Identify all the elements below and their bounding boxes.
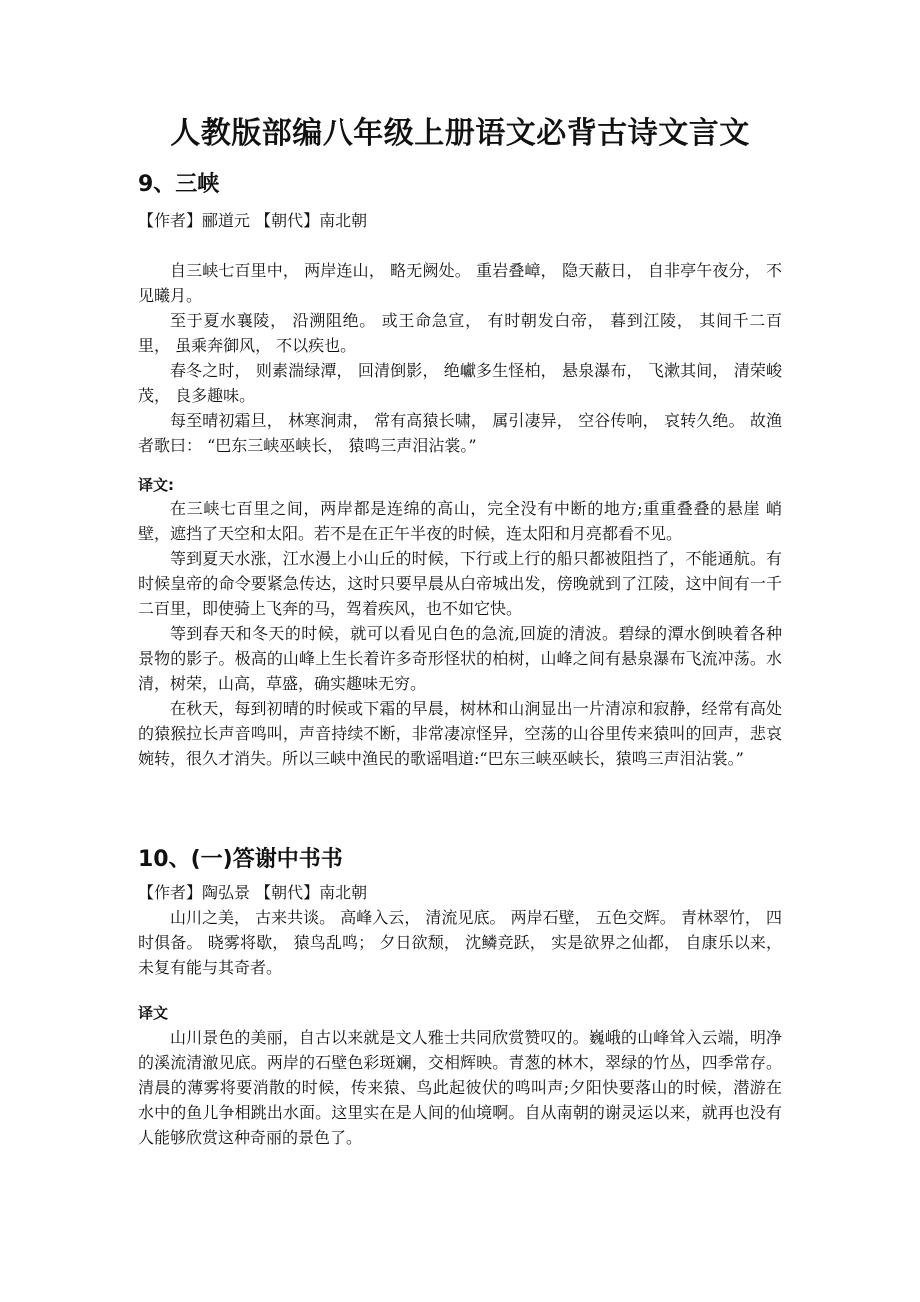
original-paragraph: 至于夏水襄陵， 沿溯阻绝。 或王命急宣， 有时朝发白帝， 暮到江陵， 其间千二百里， 虽乘奔御风， 不以疾也。	[138, 311, 782, 355]
document-title: 人教版部编八年级上册语文必背古诗文言文	[170, 116, 750, 151]
translation-text	[138, 1025, 782, 1150]
original-text	[138, 905, 782, 980]
translation-paragraph: 等到夏天水涨，江水漫上小山丘的时候，下行或上行的船只都被阻挡了，不能通航。有时候皇帝的命令要紧急传达，这时只要早晨从白帝城出发，傍晚就到了江陵，这中间有一千二百里，即使骑上飞奔的马，驾着疾风，也不如它快。	[138, 549, 782, 618]
translation-paragraph: 等到春天和冬天的时候，就可以看见白色的急流,回旋的清波。碧绿的潭水倒映着各种景物的影子。极高的山峰上生长着许多奇形怪状的柏树，山峰之间有悬泉瀑布飞流冲荡。水清，树荣，山高，草盛，确实趣味无穷。	[138, 624, 782, 693]
original-paragraph: 山川之美， 古来共谈。 高峰入云， 清流见底。 两岸石壁， 五色交辉。 青林翠竹， 四时俱备。 晓雾将歇， 猿鸟乱鸣； 夕日欲颓， 沈鳞竞跃， 实是欲界之仙都， 自康乐以来， 未复有能与其奇者。	[138, 908, 782, 977]
original-paragraph: 春冬之时， 则素湍绿潭， 回清倒影， 绝巘多生怪柏， 悬泉瀑布， 飞漱其间， 清荣峻茂， 良多趣味。	[138, 361, 782, 405]
original-text	[138, 258, 782, 458]
translation-paragraph: 在秋天，每到初晴的时候或下霜的早晨，树林和山涧显出一片清凉和寂静，经常有高处的猿猴拉长声音鸣叫，声音持续不断，非常凄凉怪异，空荡的山谷里传来猿叫的回声，悲哀婉转，很久才消失。所以三峡中渔民的歌谣唱道:“巴东三峡巫峡长，猿鸣三声泪沾裳。”	[138, 699, 782, 768]
translation-label: 译文:	[138, 476, 174, 494]
original-paragraph: 自三峡七百里中， 两岸连山， 略无阙处。 重岩叠嶂， 隐天蔽日， 自非亭午夜分， 不见曦月。	[138, 261, 782, 305]
translation-label: 译文	[138, 1004, 169, 1022]
translation-paragraph: 在三峡七百里之间，两岸都是连绵的高山，完全没有中断的地方;重重叠叠的悬崖 峭壁，遮挡了天空和太阳。若不是在正午半夜的时候，连太阳和月亮都看不见。	[138, 499, 782, 543]
author-dynasty-line: 【作者】郦道元 【朝代】南北朝	[138, 211, 368, 230]
original-paragraph: 每至晴初霜旦， 林寒涧肃， 常有高猿长啸， 属引凄异， 空谷传响， 哀转久绝。 故渔者歌曰： “巴东三峡巫峡长， 猿鸣三声泪沾裳。”	[138, 411, 782, 455]
translation-paragraph: 山川景色的美丽，自古以来就是文人雅士共同欣赏赞叹的。巍峨的山峰耸入云端，明净的溪流清澈见底。两岸的石壁色彩斑斓，交相辉映。青葱的林木，翠绿的竹丛，四季常存。清晨的薄雾将要消散的时候，传来猿、鸟此起彼伏的鸣叫声;夕阳快要落山的时候，潜游在水中的鱼儿争相跳出水面。这里实在是人间的仙境啊。自从南朝的谢灵运以来，就再也没有人能够欣赏这种奇丽的景色了。	[138, 1028, 782, 1147]
translation-text	[138, 496, 782, 771]
author-dynasty-line: 【作者】陶弘景 【朝代】南北朝	[138, 883, 368, 902]
section-heading: 9、三峡	[138, 172, 220, 197]
section-heading: 10、(一)答谢中书书	[138, 847, 343, 872]
